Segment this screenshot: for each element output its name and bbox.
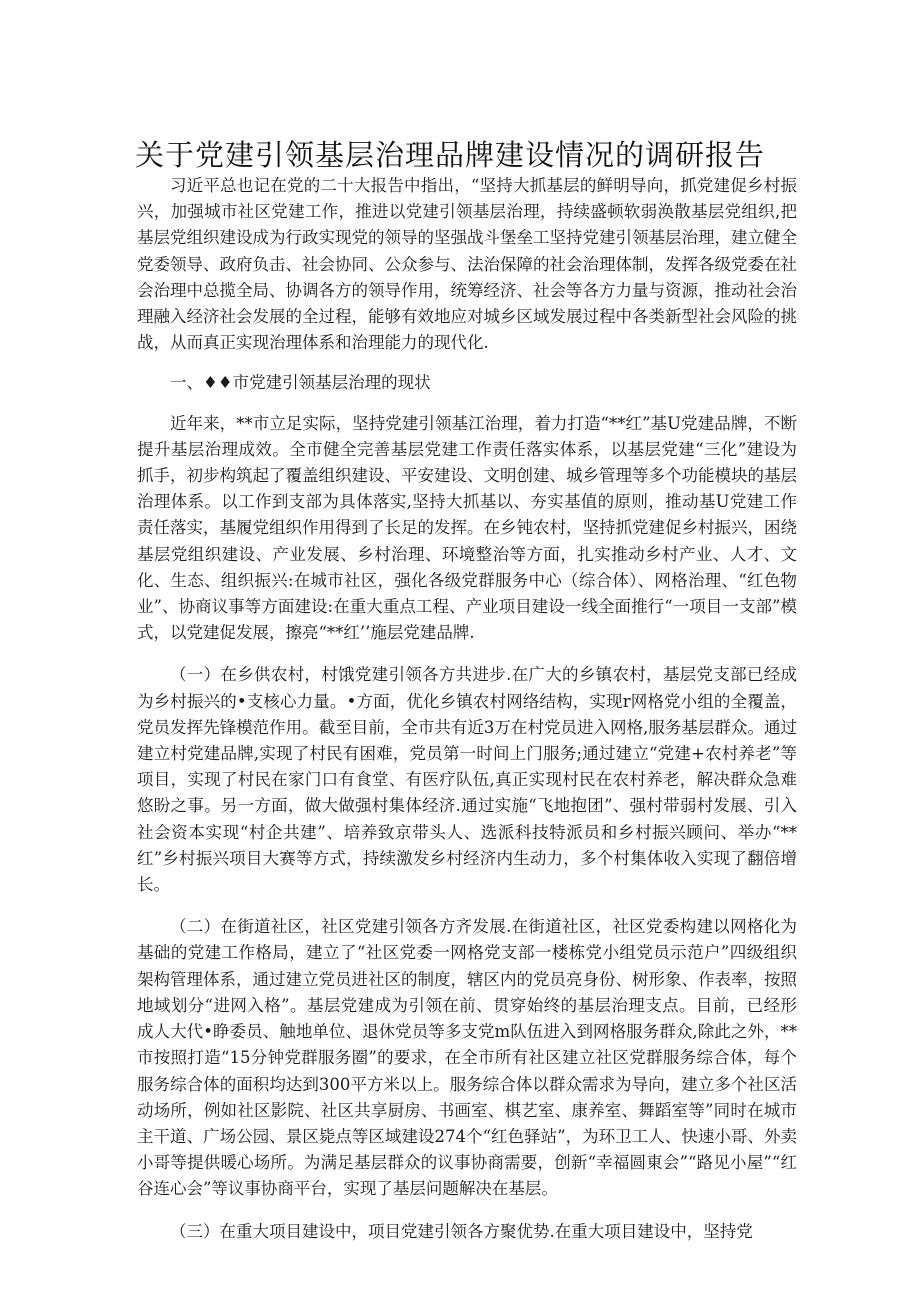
overview-paragraph: 近年来，**市立足实际，坚持党建引领基江治理，着力打造“**红”基U党建品牌，不断提升基层治理成效。全市健全完善基层党建工作责任落实体系，以基层党建“三化”建设为抓手，初步构筑起了覆盖组织建设、平安建设、文明创建、城乡管理等多个功能模块的基层治理体系。以工作到支部为具体落实,坚持大抓基以、夯实基值的原则，推动基U党建工作责任落实，基履党组织作用得到了长足的发挥。在乡钝农村，坚持抓党建促乡村振兴，困绕基层党组织建设、产业发展、乡村治理、环境整治等方面，扎实推动乡村产业、人才、文化、生态、组织振兴:在城市社区，强化各级党群服务中心（综合体）、网格治理、“红色物业”、协商议事等方面建设:在重大重点工程、产业项目建设一线全面推行“一项目一支部”模式，以党建促发展，擦亮“**红’’施层党建品牌. (137, 413, 797, 643)
document-title: 关于党建引领基层治理品牌建设情况的调研报告 (135, 138, 766, 172)
section-heading-1: 一、♦♦市党建引领基层治理的现状 (170, 373, 431, 393)
intro-paragraph: 习近平总也记在党的二十大报告中指出，“坚持大抓基层的鲜明导向，抓党建促乡村振兴，加强城市社区党建工作，推进以党建引领基层治理，持续盛顿软弱涣散基层党组织,把基层党组织建设成为行政实现党的领导的坚强战斗堡垒工坚持党建引领基层治理，建立健全党委领导、政府负击、社会协同、公众参与、法治保障的社会治理体制，发挥各级党委在社会治理中总揽全局、协调各方的领导作用，统筹经济、社会等各方力量与资源，推动社会治理融入经济社会发展的全过程，能够有效地应对城乡区域发展过程中各类新型社会风险的挑战，从而真正实现治理体系和治理能力的现代化. (137, 176, 797, 353)
subsection-1-paragraph: （一）在乡供农村，村饿党建引领各方共进步.在广大的乡镇农村，基层党支部已经成为乡村振兴的•支核心力量。•方面，优化乡镇农村网络结构，实现r网格党小组的全覆盖，党员发挥先锋模范作用。截至目前，全市共有近3万在村党员进入网格,服务基层群众。通过建立村党建品牌,实现了村民有困难，党员第一时间上门服务;通过建立“党建+农村养老”等项目，实现了村民在家门口有食堂、有医疗队伍,真正实现村民在农村养老，解决群众急难悠盼之事。另一方面，做大做强村集体经济.通过实施“飞地抱团”、强村带弱村发展、引入社会资本实现“村企共建”、培养致京带头人、选派科技特派员和乡村振兴顾问、举办“**红”乡村振兴项目大赛等方式，持续激发乡村经济内生动力，多个村集体收入实现了翻倍增长。 (137, 665, 797, 895)
document-body (137, 173, 797, 1245)
subsection-3-paragraph: （三）在重大项目建设中，项目党建引领各方聚优势.在重大项目建设中，坚持党 (170, 1221, 753, 1241)
subsection-2-paragraph: （二）在街道社区，社区党建引领各方齐发展.在街道社区，社区党委构建以网格化为基础的党建工作格局，建立了“社区党委一网格党支部一楼栋党小组党员示范户”四级组织架构管理体系，通过建立党员进社区的制度，辖区内的党员亮身份、树形象、作表率，按照地域划分“进网入格”。基层党建成为引领在前、贯穿始终的基层治理支点。目前，已经形成人大代•睁委员、触地单位、退休党员等多支党m队伍进入到网格服务群众,除此之外，**市按照打造“15分钟党群服务圈”的要求，在全市所有社区建立社区党群服务综合体，每个服务综合体的面积均达到300平方米以上。服务综合体以群众需求为导向，建立多个社区活动场所，例如社区影院、社区共享厨房、书画室、棋艺室、康养室、舞蹈室等”同时在城市主干道、广场公园、景区毙点等区域建设274个“红色驿站”，为环卫工人、快速小哥、外卖小哥等提供暖心场所。为满足基层群众的议事协商需要，创新“幸福圆東会”“路见小屋”“红谷连心会”等议事协商平台，实现了基层问题解决在基层。 (137, 917, 797, 1199)
